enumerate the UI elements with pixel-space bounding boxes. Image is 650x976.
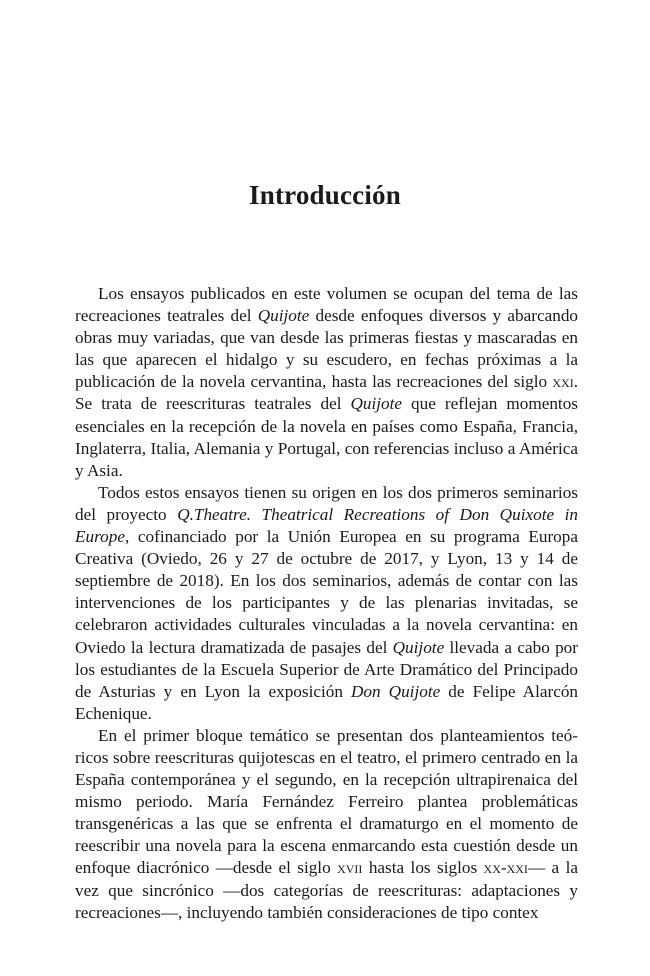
text-segment: llevada a cabo por los estudiantes de la Escuela Superior de Arte Dramático del Principado de Asturias y en Lyon la exposición xyxy=(75,637,578,701)
text-segment: de Felipe Alarcón Echenique. xyxy=(75,681,579,723)
text-segment: hasta los siglos xyxy=(362,858,484,878)
century-numeral: xx-xxi xyxy=(483,858,528,878)
italic-title: Don Quijote xyxy=(351,681,441,701)
italic-project-title: Q.Theatre. Theatrical Recreations of Don Quixote in Europe xyxy=(75,504,578,547)
italic-title: Quijote xyxy=(350,394,403,414)
text-segment: que reflejan momentos esenciales en la recepción de la novela en países como España, Francia, Inglaterra, Italia, Alemania y Portugal, con referencias incluso a América y Asia. xyxy=(75,394,578,480)
body-text xyxy=(75,283,578,924)
paragraph-2 xyxy=(75,482,578,725)
text-segment: , cofinanciado por la Unión Europea en su programa Europa Creativa (Oviedo, 26 y 27 de octubre de 2017, y Lyon, 13 y 14 de septiembre de 2018). En los dos seminarios, además de contar con las intervenciones de los participantes y de las plenarias invitadas, se celebraron actividades culturales vinculadas a la novela cervantina: en Oviedo la lectura dramatizada de pasajes del xyxy=(75,527,578,657)
text-segment: Todos estos ensayos tienen su origen en los dos primeros seminarios del proyecto xyxy=(75,482,578,524)
paragraph-3 xyxy=(75,725,578,924)
text-segment: desde enfoques diversos y abarcando obras muy variadas, que van desde las primeras fiestas y mascaradas en las que aparecen el hidalgo y su escudero, en fechas próximas a la publicación de la novela cervantina, hasta las recreaciones del siglo xyxy=(75,306,579,392)
chapter-title: Introducción xyxy=(249,180,401,210)
italic-title: Quijote xyxy=(257,306,310,326)
text-segment: Los ensayos publicados en este volumen se ocupan del tema de las recreaciones teatrales del xyxy=(75,284,578,326)
text-segment: En el primer bloque temático se presentan dos planteamientos teóricos sobre reescrituras quijotescas en el teatro, el primero centrado en la España contemporánea y el segundo, en la recepción ultrapirenaica del mismo periodo. María Fernández Ferreiro plantea problemáticas transgenéricas a las que se enfrenta el dramaturgo en el momento de reescribir una novela para la escena enmarcando esta cuestión desde un enfoque diacrónico —desde el siglo xyxy=(75,725,578,878)
century-numeral: xvii xyxy=(337,858,363,878)
century-numeral: xxi xyxy=(552,372,574,392)
italic-title: Quijote xyxy=(392,637,445,657)
text-segment: . Se trata de reescrituras teatrales del xyxy=(75,372,578,414)
paragraph-1 xyxy=(75,283,578,482)
text-segment: — a la vez que sincrónico —dos categorías de reescrituras: adaptaciones y recreaciones—, incluyendo también consideraciones de tipo contex xyxy=(75,858,578,922)
